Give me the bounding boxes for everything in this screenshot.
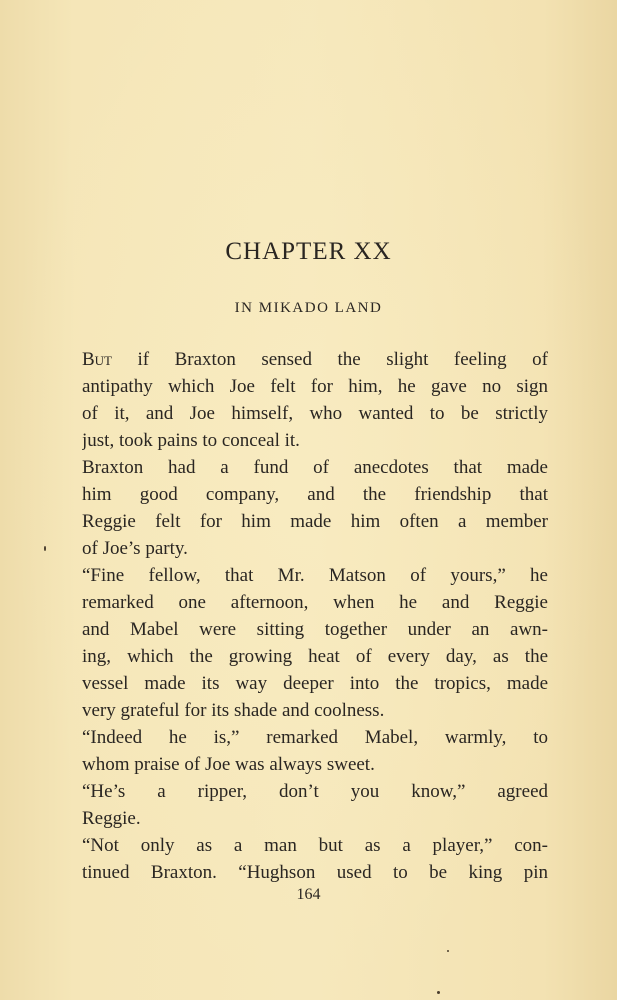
text-line: “Fine fellow, that Mr. Matson of yours,” he	[82, 565, 548, 586]
text-line: of Joe’s party.	[82, 538, 188, 559]
text-line-rest: if Braxton sensed the slight feeling of	[112, 349, 548, 370]
text-line: Reggie felt for him made him often a member	[82, 511, 548, 532]
text-line: very grateful for its shade and coolness.	[82, 700, 385, 721]
text-line: ing, which the growing heat of every day, as the	[82, 646, 548, 667]
text-line: antipathy which Joe felt for him, he gave no sign	[82, 376, 548, 397]
text-line: “Indeed he is,” remarked Mabel, warmly, to	[82, 727, 548, 748]
chapter-subtitle: IN MIKADO LAND	[234, 300, 383, 316]
page-number: 164	[296, 886, 321, 903]
text-line: Reggie.	[82, 808, 141, 829]
text-line: remarked one afternoon, when he and Reggie	[82, 592, 548, 613]
paper-speck	[44, 546, 46, 551]
text-line: “Not only as a man but as a player,” con-	[82, 835, 548, 856]
text-line	[82, 343, 548, 370]
text-line: tinued Braxton. “Hughson used to be king pin	[82, 862, 548, 883]
text-line: whom praise of Joe was always sweet.	[82, 754, 375, 775]
text-line: and Mabel were sitting together under an awn-	[82, 619, 548, 640]
drop-word: But	[82, 349, 113, 370]
text-line: Braxton had a fund of anecdotes that made	[82, 457, 548, 478]
text-line: of it, and Joe himself, who wanted to be strictly	[82, 403, 548, 424]
paper-speck	[437, 991, 440, 994]
text-line: “He’s a ripper, don’t you know,” agreed	[82, 781, 548, 802]
text-line: just, took pains to conceal it.	[82, 430, 300, 451]
body-text	[82, 343, 548, 883]
text-line: vessel made its way deeper into the tropics, made	[82, 673, 548, 694]
text-line: him good company, and the friendship that	[82, 484, 548, 505]
chapter-title: CHAPTER XX	[225, 238, 392, 265]
paper-speck	[447, 950, 449, 952]
